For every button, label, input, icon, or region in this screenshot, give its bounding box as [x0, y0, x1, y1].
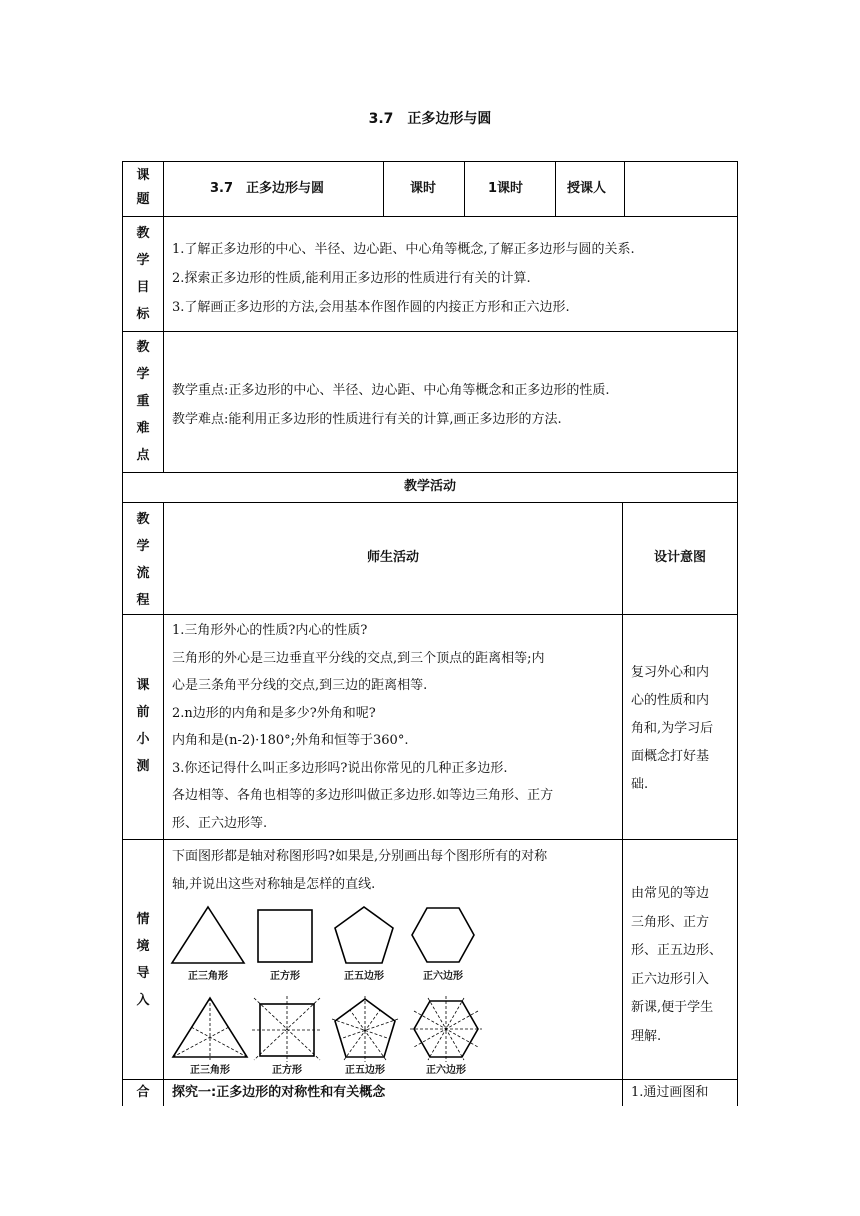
table-border-right: [737, 161, 738, 1106]
pretest-label: 课 前 小 测: [136, 678, 150, 774]
row-divider: [122, 331, 738, 332]
row-divider: [122, 472, 738, 473]
header-divider: [555, 161, 556, 216]
explore-heading: 探究一:正多边形的对称性和有关概念: [172, 1085, 386, 1100]
shape-label: 正三角形: [188, 971, 228, 982]
header-divider: [624, 161, 625, 216]
shape-label: 正方形: [272, 1065, 302, 1076]
intro-label: 情 境 导 入: [136, 912, 150, 1008]
row-divider: [122, 839, 738, 840]
hexagon-figure: [410, 906, 476, 964]
intent-column-divider: [622, 502, 623, 1106]
pentagon-figure: [332, 905, 396, 965]
shape-label: 正方形: [270, 971, 300, 982]
row-divider: [122, 216, 738, 217]
square-figure: [256, 908, 316, 964]
shape-label: 正五边形: [344, 971, 384, 982]
intro-intent: 由常见的等边 三角形、正方 形、正五边形、 正六边形引入 新课,便于学生 理解.: [631, 886, 723, 1044]
label-column-divider: [163, 502, 164, 1106]
teacher-label: 授课人: [567, 181, 607, 196]
pentagon-axes-figure: [330, 996, 400, 1062]
design-intent-header: 设计意图: [653, 550, 706, 565]
key-points-text: 教学重点:正多边形的中心、半径、边心距、中心角等概念和正多边形的性质. 教学难点:能利用正多边形的性质进行有关的计算,画正多边形的方法.: [172, 383, 610, 427]
process-label: 教 学 流 程: [136, 512, 150, 608]
shape-label: 正六边形: [423, 971, 463, 982]
label-column-divider: [163, 161, 164, 472]
shape-label: 正六边形: [426, 1065, 466, 1076]
shape-label: 正三角形: [190, 1065, 230, 1076]
hours-value: 1课时: [488, 181, 524, 196]
document-title: 3.7 正多边形与圆: [368, 111, 492, 127]
topic-label: 课 题: [136, 168, 150, 207]
pretest-intent: 复习外心和内 心的性质和内 角和,为学习后 面概念打好基 础.: [631, 665, 714, 792]
topic-value: 3.7 正多边形与圆: [210, 181, 325, 196]
header-divider: [464, 161, 465, 216]
activities-header: 教学活动: [403, 479, 456, 494]
pretest-text: 1.三角形外心的性质?内心的性质? 三角形的外心是三边垂直平分线的交点,到三个顶点的距离相等;内 心是三条角平分线的交点,到三边的距离相等. 2.n边形的内角和是多少?外角和呢? 内角和是(n-2)·180°;外角和恒等于360°. 3.你还记得什么叫正多边形吗?说出你常见的几种正多边形. 各边相等、各角也相等的多边形叫做正多边形.如等边三角形、正方 形、正六边形等.: [172, 623, 554, 831]
intro-text: 下面图形都是轴对称图形吗?如果是,分别画出每个图形所有的对称 轴,并说出这些对称轴是怎样的直线.: [172, 849, 548, 892]
key-points-label: 教 学 重 难 点: [136, 340, 150, 463]
triangle-figure: [170, 905, 246, 965]
explore-intent: 1.通过画图和: [631, 1085, 709, 1100]
row-divider: [122, 614, 738, 615]
row-divider: [122, 502, 738, 503]
square-axes-figure: [252, 996, 322, 1062]
header-divider: [383, 161, 384, 216]
shape-label: 正五边形: [345, 1065, 385, 1076]
hexagon-axes-figure: [410, 996, 482, 1062]
hours-label: 课时: [410, 181, 437, 196]
explore-label: 合: [136, 1085, 150, 1100]
table-border-top: [122, 161, 738, 162]
row-divider: [122, 1079, 738, 1080]
objectives-text: 1.了解正多边形的中心、半径、边心距、中心角等概念,了解正多边形与圆的关系. 2.探索正多边形的性质,能利用正多边形的性质进行有关的计算. 3.了解画正多边形的方法,会用基本作图作圆的内接正方形和正六边形.: [172, 242, 635, 315]
objectives-label: 教 学 目 标: [136, 226, 150, 322]
triangle-axes-figure: [170, 996, 250, 1060]
teacher-student-header: 师生活动: [366, 550, 419, 565]
